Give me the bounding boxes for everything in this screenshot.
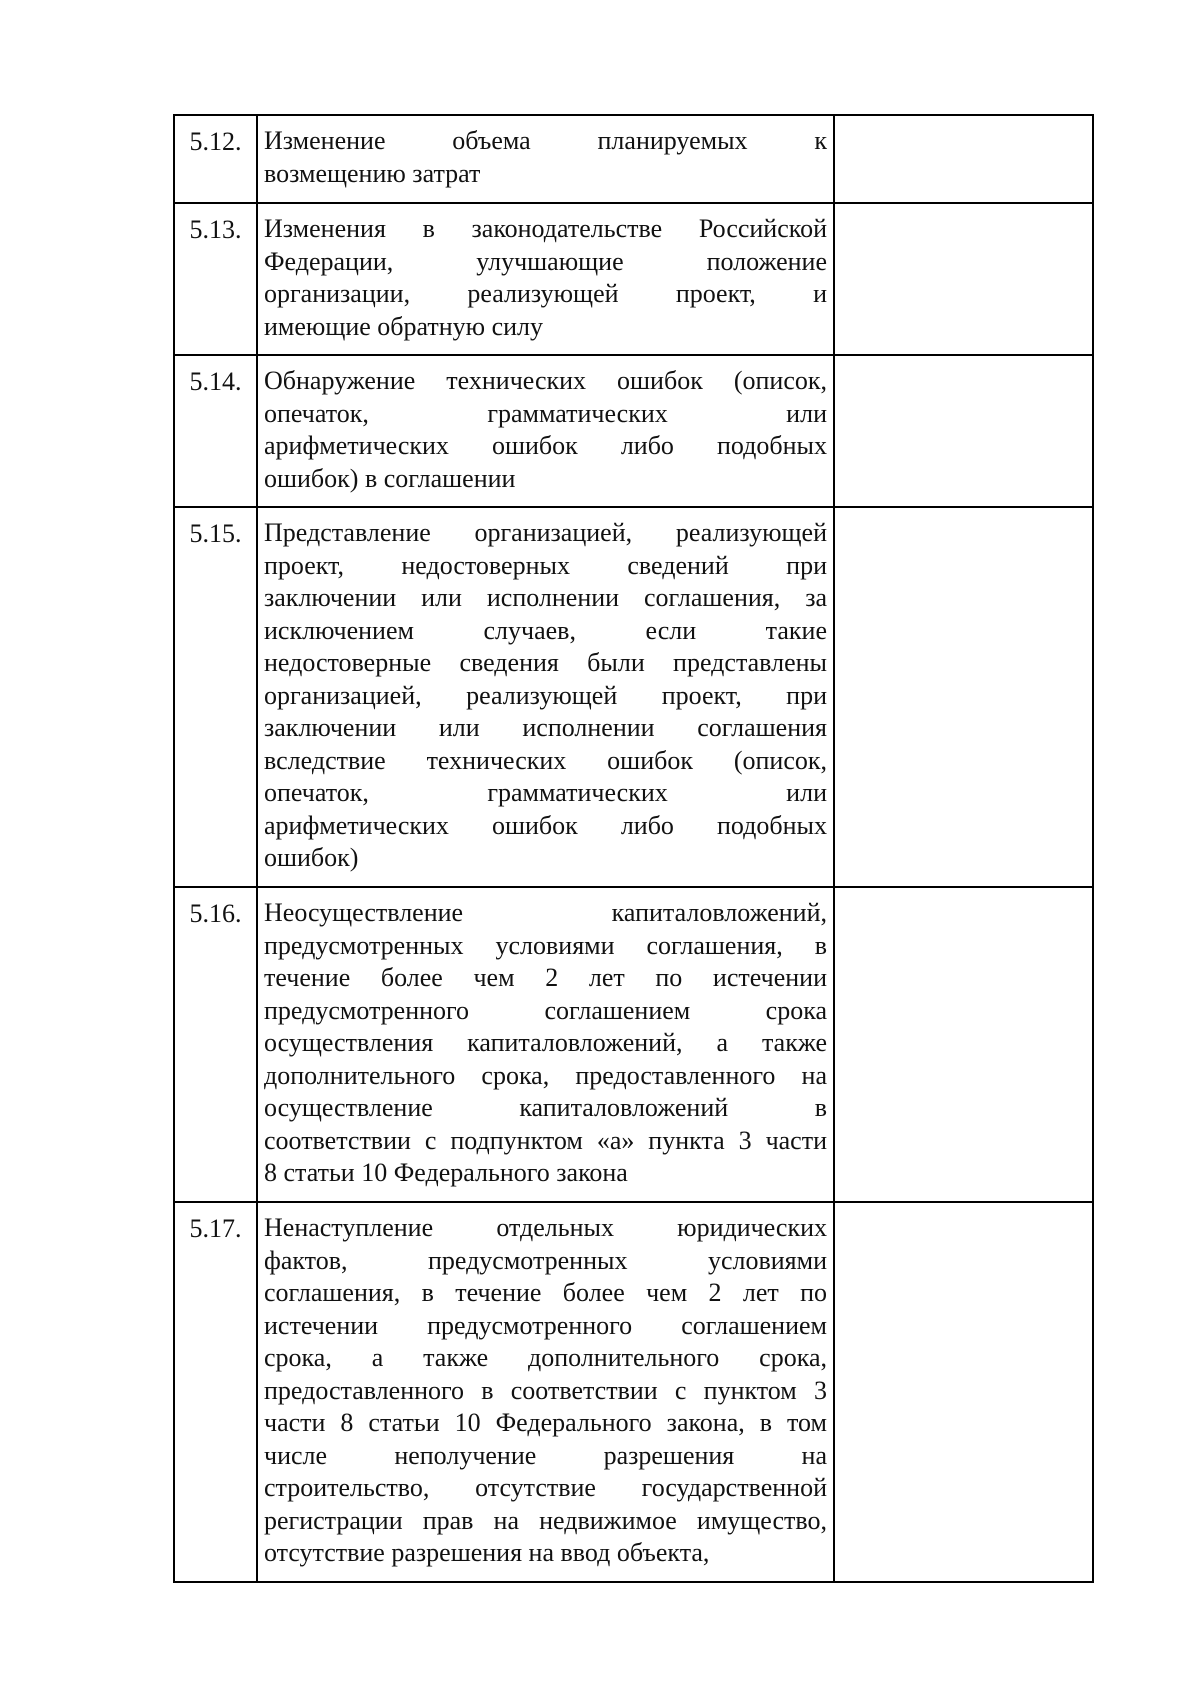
clause-text-line: 8 статьи 10 Федерального закона: [264, 1158, 628, 1187]
clause-text-line: организации, реализующей проект, и: [264, 279, 827, 308]
clause-text-line: организацией, реализующей проект, при: [264, 680, 827, 710]
empty-value-cell: [834, 887, 1093, 1202]
clause-text: [258, 508, 833, 881]
clause-text: [258, 888, 833, 1196]
empty-value-cell: [834, 203, 1093, 355]
clause-text-line: соответствии с подпунктом «а» пункта 3 части: [264, 1125, 827, 1155]
table-row: [174, 115, 1093, 203]
clause-text-line: истечении предусмотренного соглашением: [264, 1310, 827, 1340]
clause-number-cell: [174, 115, 257, 203]
table-row: [174, 887, 1093, 1202]
clauses-table-body: [174, 115, 1093, 1582]
clause-text-line: предусмотренных условиями соглашения, в: [264, 930, 827, 960]
clause-text-line: регистрации прав на недвижимое имущество,: [264, 1505, 827, 1535]
clause-text-line: Федерации, улучшающие положение: [264, 246, 827, 276]
clause-number-cell: [174, 507, 257, 887]
clause-number-cell: [174, 203, 257, 355]
clause-number: 5.12.: [189, 127, 242, 156]
clause-text-line: срока, а также дополнительного срока,: [264, 1343, 827, 1372]
clause-text-line: предусмотренного соглашением срока: [264, 995, 827, 1025]
clause-text-line: Ненаступление отдельных юридических: [264, 1213, 827, 1242]
clause-text-line: вследствие технических ошибок (описок,: [264, 745, 827, 775]
clause-text-line: соглашения, в течение более чем 2 лет по: [264, 1278, 827, 1307]
clause-text-line: числе неполучение разрешения на: [264, 1440, 827, 1470]
clause-text-line: проект, недостоверных сведений при: [264, 550, 827, 580]
clause-text: [258, 1203, 833, 1576]
clause-text-line: заключении или исполнении соглашения, за: [264, 583, 827, 612]
clause-number: 5.16.: [189, 899, 242, 928]
clause-number-cell: [174, 887, 257, 1202]
clause-text-line: ошибок): [264, 843, 359, 872]
clause-text-line: фактов, предусмотренных условиями: [264, 1245, 827, 1275]
clause-text-line: Изменение объема планируемых к: [264, 126, 827, 155]
clause-text-line: осуществления капиталовложений, а также: [264, 1028, 827, 1057]
clause-text-line: возмещению затрат: [264, 158, 481, 188]
clause-text-line: ошибок) в соглашении: [264, 463, 516, 493]
clause-text-line: Обнаружение технических ошибок (описок,: [264, 366, 827, 395]
clause-text-line: Представление организацией, реализующей: [264, 518, 827, 547]
clause-text-line: заключении или исполнении соглашения: [264, 713, 827, 742]
clause-text-line: опечаток, грамматических или: [264, 778, 827, 807]
clause-text-line: предоставленного в соответствии с пунктом 3: [264, 1375, 827, 1405]
clause-number: 5.17.: [189, 1214, 242, 1243]
clause-text-cell: [257, 355, 834, 507]
clause-text-line: дополнительного срока, предоставленного на: [264, 1060, 827, 1090]
clause-text-line: имеющие обратную силу: [264, 311, 544, 341]
table-row: [174, 507, 1093, 887]
clause-text: [258, 116, 833, 196]
clause-number-cell: [174, 1202, 257, 1582]
clause-text: [258, 204, 833, 349]
clause-text-line: части 8 статьи 10 Федерального закона, в том: [264, 1408, 827, 1437]
clause-text-line: строительство, отсутствие государственной: [264, 1473, 827, 1502]
empty-value-cell: [834, 115, 1093, 203]
clause-text-cell: [257, 507, 834, 887]
clause-text-line: течение более чем 2 лет по истечении: [264, 963, 827, 992]
clause-number: 5.14.: [189, 367, 242, 396]
clause-number: 5.13.: [189, 215, 242, 244]
table-row: [174, 1202, 1093, 1582]
empty-value-cell: [834, 507, 1093, 887]
clause-text-line: осуществление капиталовложений в: [264, 1093, 827, 1122]
clause-text-line: отсутствие разрешения на ввод объекта,: [264, 1538, 710, 1567]
empty-value-cell: [834, 1202, 1093, 1582]
clause-text-line: арифметических ошибок либо подобных: [264, 431, 827, 460]
clauses-table: [173, 114, 1094, 1583]
clause-number-cell: [174, 355, 257, 507]
clause-number: 5.15.: [189, 519, 242, 548]
clause-text: [258, 356, 833, 501]
clause-text-cell: [257, 887, 834, 1202]
empty-value-cell: [834, 355, 1093, 507]
clause-text-cell: [257, 203, 834, 355]
table-row: [174, 203, 1093, 355]
clause-text-line: недостоверные сведения были представлены: [264, 648, 827, 677]
clause-text-cell: [257, 1202, 834, 1582]
clause-text-line: исключением случаев, если такие: [264, 615, 827, 645]
clause-text-line: Неосуществление капиталовложений,: [264, 898, 827, 927]
clause-text-line: арифметических ошибок либо подобных: [264, 810, 827, 840]
table-row: [174, 355, 1093, 507]
clause-text-cell: [257, 115, 834, 203]
clause-text-line: опечаток, грамматических или: [264, 398, 827, 428]
clause-text-line: Изменения в законодательстве Российской: [264, 214, 827, 243]
